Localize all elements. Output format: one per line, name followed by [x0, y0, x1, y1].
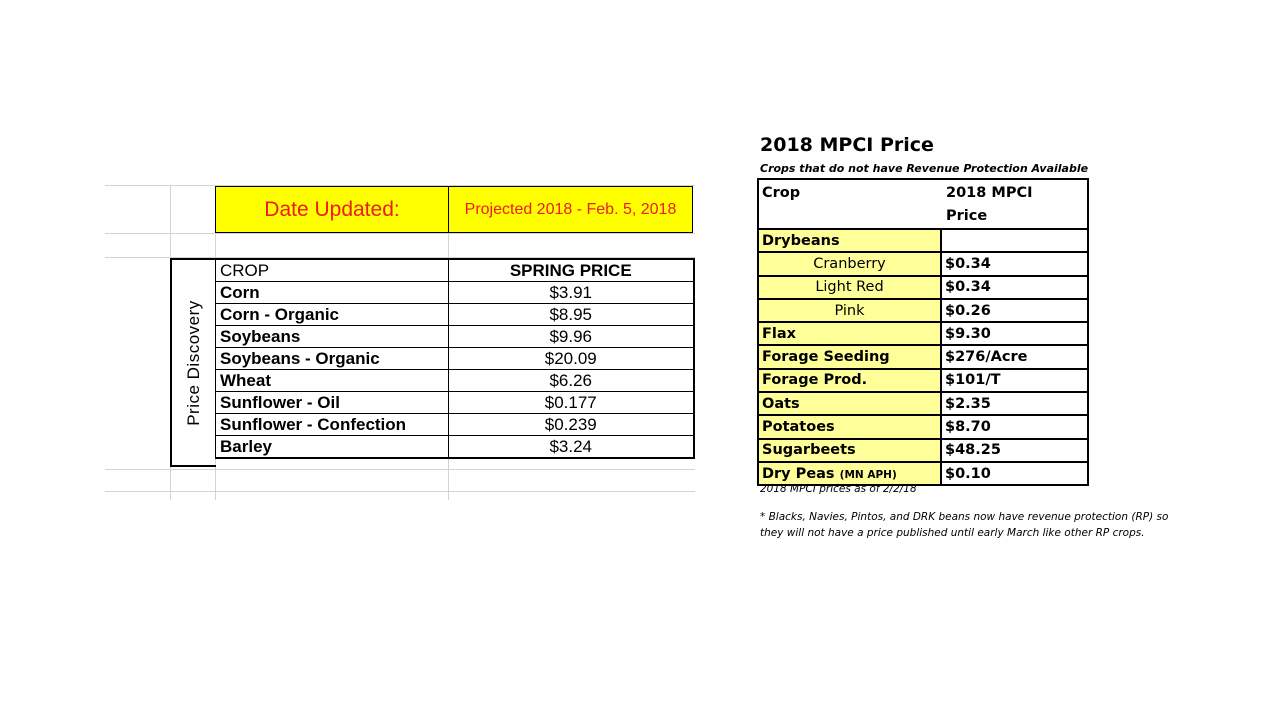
- price-cell: $9.30: [941, 322, 1088, 345]
- table-row: [758, 229, 1088, 252]
- column-header-spring-price: SPRING PRICE: [449, 259, 694, 282]
- price-cell: $0.26: [941, 299, 1088, 322]
- column-header-mpci-price: [941, 179, 1088, 229]
- gridline: [105, 233, 695, 234]
- price-discovery-box: [170, 258, 216, 467]
- crop-cell: [758, 462, 941, 485]
- crop-name: Dry Peas: [762, 465, 835, 482]
- crop-cell: Soybeans: [216, 326, 449, 348]
- crop-cell: Corn - Organic: [216, 304, 449, 326]
- crop-cell: Cranberry: [758, 252, 941, 275]
- crop-cell: Barley: [216, 436, 449, 459]
- crop-cell: Corn: [216, 282, 449, 304]
- gridline: [105, 469, 695, 470]
- footnote: * Blacks, Navies, Pintos, and DRK beans now have revenue protection (RP) so they will not have a price published until early March like other RP crops.: [760, 511, 1169, 539]
- column-header-line-1: 2018 MPCI: [946, 185, 1033, 201]
- table-row: [758, 415, 1088, 438]
- price-cell: $8.70: [941, 415, 1088, 438]
- price-cell: $8.95: [449, 304, 694, 326]
- table-row: [758, 392, 1088, 415]
- price-cell: $3.24: [449, 436, 694, 459]
- crop-note: (MN APH): [839, 468, 897, 481]
- date-updated-value: Projected 2018 - Feb. 5, 2018: [448, 186, 693, 233]
- price-discovery-label: Price Discovery: [184, 299, 203, 426]
- mpci-subtitle: Crops that do not have Revenue Protection Available: [760, 162, 1089, 175]
- table-row: [216, 370, 694, 392]
- spring-price-table: [215, 258, 695, 459]
- table-header-row: [758, 179, 1088, 229]
- table-row: [216, 436, 694, 459]
- crop-cell: Forage Prod.: [758, 369, 941, 392]
- table-row: [216, 392, 694, 414]
- crop-cell: Forage Seeding: [758, 345, 941, 368]
- crop-cell: Sugarbeets: [758, 439, 941, 462]
- crop-cell: Light Red: [758, 276, 941, 299]
- table-row: [758, 322, 1088, 345]
- crop-cell: Potatoes: [758, 415, 941, 438]
- price-cell: $48.25: [941, 439, 1088, 462]
- price-cell: $0.34: [941, 276, 1088, 299]
- price-cell: $0.177: [449, 392, 694, 414]
- table-row: [758, 369, 1088, 392]
- crop-cell: Soybeans - Organic: [216, 348, 449, 370]
- price-cell: $0.34: [941, 252, 1088, 275]
- table-row: [758, 276, 1088, 299]
- crop-cell: Sunflower - Oil: [216, 392, 449, 414]
- crop-cell: Oats: [758, 392, 941, 415]
- table-row: [758, 439, 1088, 462]
- date-updated-label: Date Updated:: [215, 186, 449, 233]
- table-row: [216, 348, 694, 370]
- column-header-crop: Crop: [758, 179, 941, 229]
- price-cell: [941, 229, 1088, 252]
- table-row: [758, 299, 1088, 322]
- price-cell: $9.96: [449, 326, 694, 348]
- crop-cell: Wheat: [216, 370, 449, 392]
- table-row: [216, 282, 694, 304]
- table-row: [216, 414, 694, 436]
- gridline: [105, 491, 695, 492]
- table-row: [758, 345, 1088, 368]
- price-cell: $6.26: [449, 370, 694, 392]
- mpci-price-table: [757, 178, 1089, 486]
- price-cell: $101/T: [941, 369, 1088, 392]
- mpci-title: 2018 MPCI Price: [760, 134, 934, 156]
- price-cell: $0.10: [941, 462, 1088, 485]
- table-header-row: [216, 259, 694, 282]
- price-cell: $3.91: [449, 282, 694, 304]
- table-row: [758, 462, 1088, 485]
- crop-cell: Sunflower - Confection: [216, 414, 449, 436]
- crop-cell: Pink: [758, 299, 941, 322]
- table-row: [216, 326, 694, 348]
- price-cell: $2.35: [941, 392, 1088, 415]
- table-row: [758, 252, 1088, 275]
- column-header-line-2: Price: [946, 208, 988, 224]
- table-row: [216, 304, 694, 326]
- prices-as-of-note: 2018 MPCI prices as of 2/2/18: [760, 483, 917, 495]
- column-header-crop: CROP: [216, 259, 449, 282]
- price-cell: $276/Acre: [941, 345, 1088, 368]
- price-cell: $0.239: [449, 414, 694, 436]
- price-cell: $20.09: [449, 348, 694, 370]
- crop-cell: Drybeans: [758, 229, 941, 252]
- crop-cell: Flax: [758, 322, 941, 345]
